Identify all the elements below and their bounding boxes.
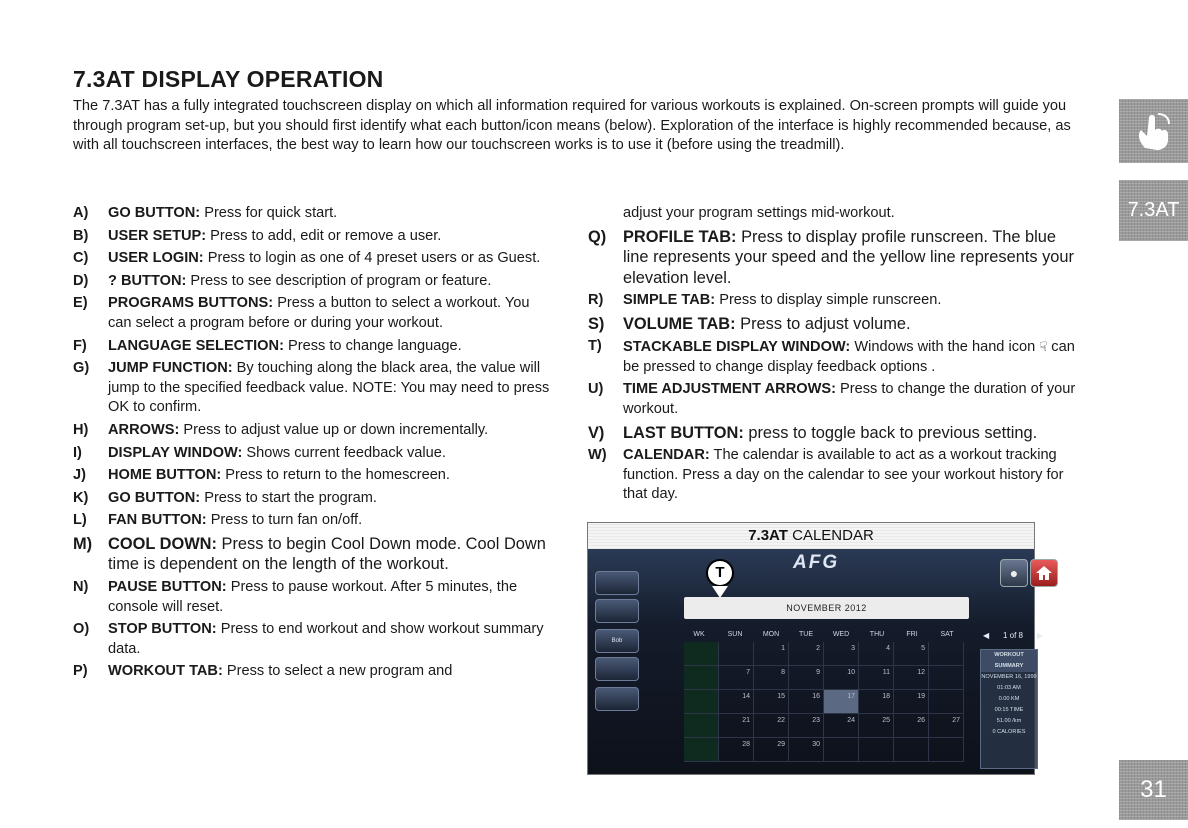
calendar-week-cell bbox=[684, 738, 719, 762]
calendar-day[interactable]: 25 bbox=[859, 714, 894, 738]
list-item: L) FAN BUTTON: Press to turn fan on/off. bbox=[73, 512, 363, 529]
calendar-figure bbox=[587, 522, 1043, 775]
list-item: B) USER SETUP: Press to add, edit or remove a user. bbox=[73, 227, 442, 244]
weekday-header: MON bbox=[762, 631, 780, 638]
calendar-week-cell bbox=[684, 714, 719, 738]
calendar-day[interactable]: 1 bbox=[754, 642, 789, 666]
list-item: G) JUMP FUNCTION: By touching along the black area, the value will jump to the specified feedback value. NOTE: You may need to press OK to confirm. bbox=[73, 360, 550, 416]
list-item: F) LANGUAGE SELECTION: Press to change language. bbox=[73, 337, 462, 354]
weekday-header: WED bbox=[832, 631, 850, 638]
calendar-day[interactable] bbox=[929, 738, 964, 762]
list-item: H) ARROWS: Press to adjust value up or down incrementally. bbox=[73, 421, 489, 438]
arrow-left-icon[interactable]: ◀ bbox=[983, 631, 990, 640]
program-button[interactable] bbox=[595, 657, 639, 681]
intro-paragraph: The 7.3AT has a fully integrated touchscreen display on which all information required for various workouts is explained. On-screen prompts will guide you through program set-up, but you should first identify what each button/icon means (below). Exploration of the interface is highly recommended because, as with all touchscreen interfaces, the best way to learn how our touchscreen works is to use it (before using the treadmill). bbox=[73, 98, 1071, 153]
calendar-day[interactable] bbox=[929, 666, 964, 690]
section-tab: 7.3AT bbox=[1119, 180, 1188, 241]
arrow-right-icon[interactable]: ▶ bbox=[1036, 631, 1043, 640]
calendar-day[interactable] bbox=[929, 642, 964, 666]
calendar-day[interactable]: 4 bbox=[859, 642, 894, 666]
workout-summary-panel: WORKOUT SUMMARY NOVEMBER 16, 1999 01:03 AM 0.00 KM 00:15 TIME 51.00 /km 0 CALORIES bbox=[980, 649, 1038, 769]
weekday-header: THU bbox=[869, 631, 885, 638]
hand-pointer-icon: ☟ bbox=[1039, 339, 1048, 355]
calendar-day[interactable]: 26 bbox=[894, 714, 929, 738]
calendar-day[interactable]: 11 bbox=[859, 666, 894, 690]
list-item: A) GO BUTTON: Press for quick start. bbox=[73, 205, 338, 221]
page-title: 7.3AT DISPLAY OPERATION bbox=[73, 66, 384, 92]
list-item: O) STOP BUTTON: Press to end workout and show workout summary data. bbox=[73, 621, 544, 657]
calendar-day[interactable] bbox=[719, 642, 754, 666]
calendar-day[interactable]: 16 bbox=[789, 690, 824, 714]
calendar-day[interactable]: 24 bbox=[824, 714, 859, 738]
list-item: P) WORKOUT TAB: Press to select a new program and bbox=[73, 663, 453, 680]
calendar-day[interactable] bbox=[824, 738, 859, 762]
list-item: U) TIME ADJUSTMENT ARROWS: Press to change the duration of your workout. bbox=[588, 381, 1076, 417]
weekday-header: SUN bbox=[727, 631, 743, 638]
list-item: Q) PROFILE TAB: Press to display profile runscreen. The blue line represents your speed and the yellow line represents your elevation level. bbox=[588, 227, 1074, 287]
calendar-day[interactable]: 22 bbox=[754, 714, 789, 738]
user-button[interactable]: Bob bbox=[595, 629, 639, 653]
weekday-header: TUE bbox=[799, 631, 813, 638]
home-button[interactable] bbox=[1030, 559, 1058, 587]
weekday-header: WK bbox=[693, 631, 705, 638]
callout-marker: T bbox=[706, 559, 734, 587]
touch-hand-icon bbox=[1131, 108, 1177, 154]
program-button[interactable] bbox=[595, 599, 639, 623]
page-number: 31 bbox=[1119, 760, 1188, 820]
calendar-day[interactable] bbox=[929, 690, 964, 714]
month-header: NOVEMBER 2012 bbox=[684, 597, 969, 619]
calendar-day[interactable]: 5 bbox=[894, 642, 929, 666]
calendar-day[interactable]: 23 bbox=[789, 714, 824, 738]
brand-logo: AFG bbox=[793, 552, 840, 573]
figure-caption: 7.3AT CALENDAR bbox=[588, 523, 1034, 549]
calendar-day-selected[interactable]: 17 bbox=[824, 690, 859, 714]
calendar-day[interactable] bbox=[859, 738, 894, 762]
right-column bbox=[588, 204, 1084, 508]
calendar-day[interactable]: 12 bbox=[894, 666, 929, 690]
calendar-day[interactable]: 7 bbox=[719, 666, 754, 690]
calendar-day[interactable]: 15 bbox=[754, 690, 789, 714]
list-item: R) SIMPLE TAB: Press to display simple runscreen. bbox=[588, 292, 942, 309]
calendar-day[interactable]: 2 bbox=[789, 642, 824, 666]
summary-page: 1 of 8 bbox=[1002, 631, 1023, 640]
list-item: D) ? BUTTON: Press to see description of program or feature. bbox=[73, 272, 492, 289]
calendar-day[interactable]: 8 bbox=[754, 666, 789, 690]
list-item: J) HOME BUTTON: Press to return to the homescreen. bbox=[73, 467, 450, 484]
weekday-header: FRI bbox=[906, 631, 918, 638]
calendar-week-cell bbox=[684, 642, 719, 666]
weekday-header: SAT bbox=[940, 631, 954, 638]
calendar-day[interactable]: 21 bbox=[719, 714, 754, 738]
home-icon bbox=[1035, 565, 1053, 581]
summary-nav bbox=[983, 631, 1043, 640]
list-item: M) COOL DOWN: Press to begin Cool Down mode. Cool Down time is dependent on the length of the workout. bbox=[73, 534, 546, 574]
list-item: E) PROGRAMS BUTTONS: Press a button to select a workout. You can select a program before or during your workout. bbox=[73, 295, 530, 331]
touchscreen bbox=[588, 549, 1043, 774]
list-item: K) GO BUTTON: Press to start the program. bbox=[73, 489, 377, 506]
left-column bbox=[73, 204, 553, 685]
calendar-day[interactable]: 28 bbox=[719, 738, 754, 762]
list-item: C) USER LOGIN: Press to login as one of 4 preset users or as Guest. bbox=[73, 250, 541, 267]
calendar-day[interactable] bbox=[894, 738, 929, 762]
calendar-day[interactable]: 3 bbox=[824, 642, 859, 666]
list-item: I) DISPLAY WINDOW: Shows current feedback value. bbox=[73, 444, 446, 461]
calendar-week-cell bbox=[684, 666, 719, 690]
touch-hand-tab bbox=[1119, 99, 1188, 163]
calendar-day[interactable]: 19 bbox=[894, 690, 929, 714]
calendar-day[interactable]: 27 bbox=[929, 714, 964, 738]
calendar-day[interactable]: 14 bbox=[719, 690, 754, 714]
calendar-week-cell bbox=[684, 690, 719, 714]
list-item: T) STACKABLE DISPLAY WINDOW: Windows with the hand icon ☟ can be pressed to change display feedback options . bbox=[588, 338, 1075, 375]
program-button[interactable] bbox=[595, 687, 639, 711]
list-item: S) VOLUME TAB: Press to adjust volume. bbox=[588, 314, 911, 333]
list-item-continuation: adjust your program settings mid-workout. bbox=[623, 205, 895, 221]
calendar-grid bbox=[684, 642, 969, 767]
program-button[interactable] bbox=[595, 571, 639, 595]
calendar-day[interactable]: 29 bbox=[754, 738, 789, 762]
calendar-day[interactable]: 18 bbox=[859, 690, 894, 714]
calendar-day[interactable]: 9 bbox=[789, 666, 824, 690]
calendar-day[interactable]: 30 bbox=[789, 738, 824, 762]
list-item: N) PAUSE BUTTON: Press to pause workout. After 5 minutes, the console will reset. bbox=[73, 578, 518, 615]
list-item: V) LAST BUTTON: press to toggle back to previous setting. bbox=[588, 423, 1038, 442]
profile-icon[interactable]: ● bbox=[1000, 559, 1028, 587]
list-item: W) CALENDAR: The calendar is available to act as a workout tracking function. Press a day on the calendar to see your workout history for that day. bbox=[588, 447, 1064, 503]
calendar-day[interactable]: 10 bbox=[824, 666, 859, 690]
